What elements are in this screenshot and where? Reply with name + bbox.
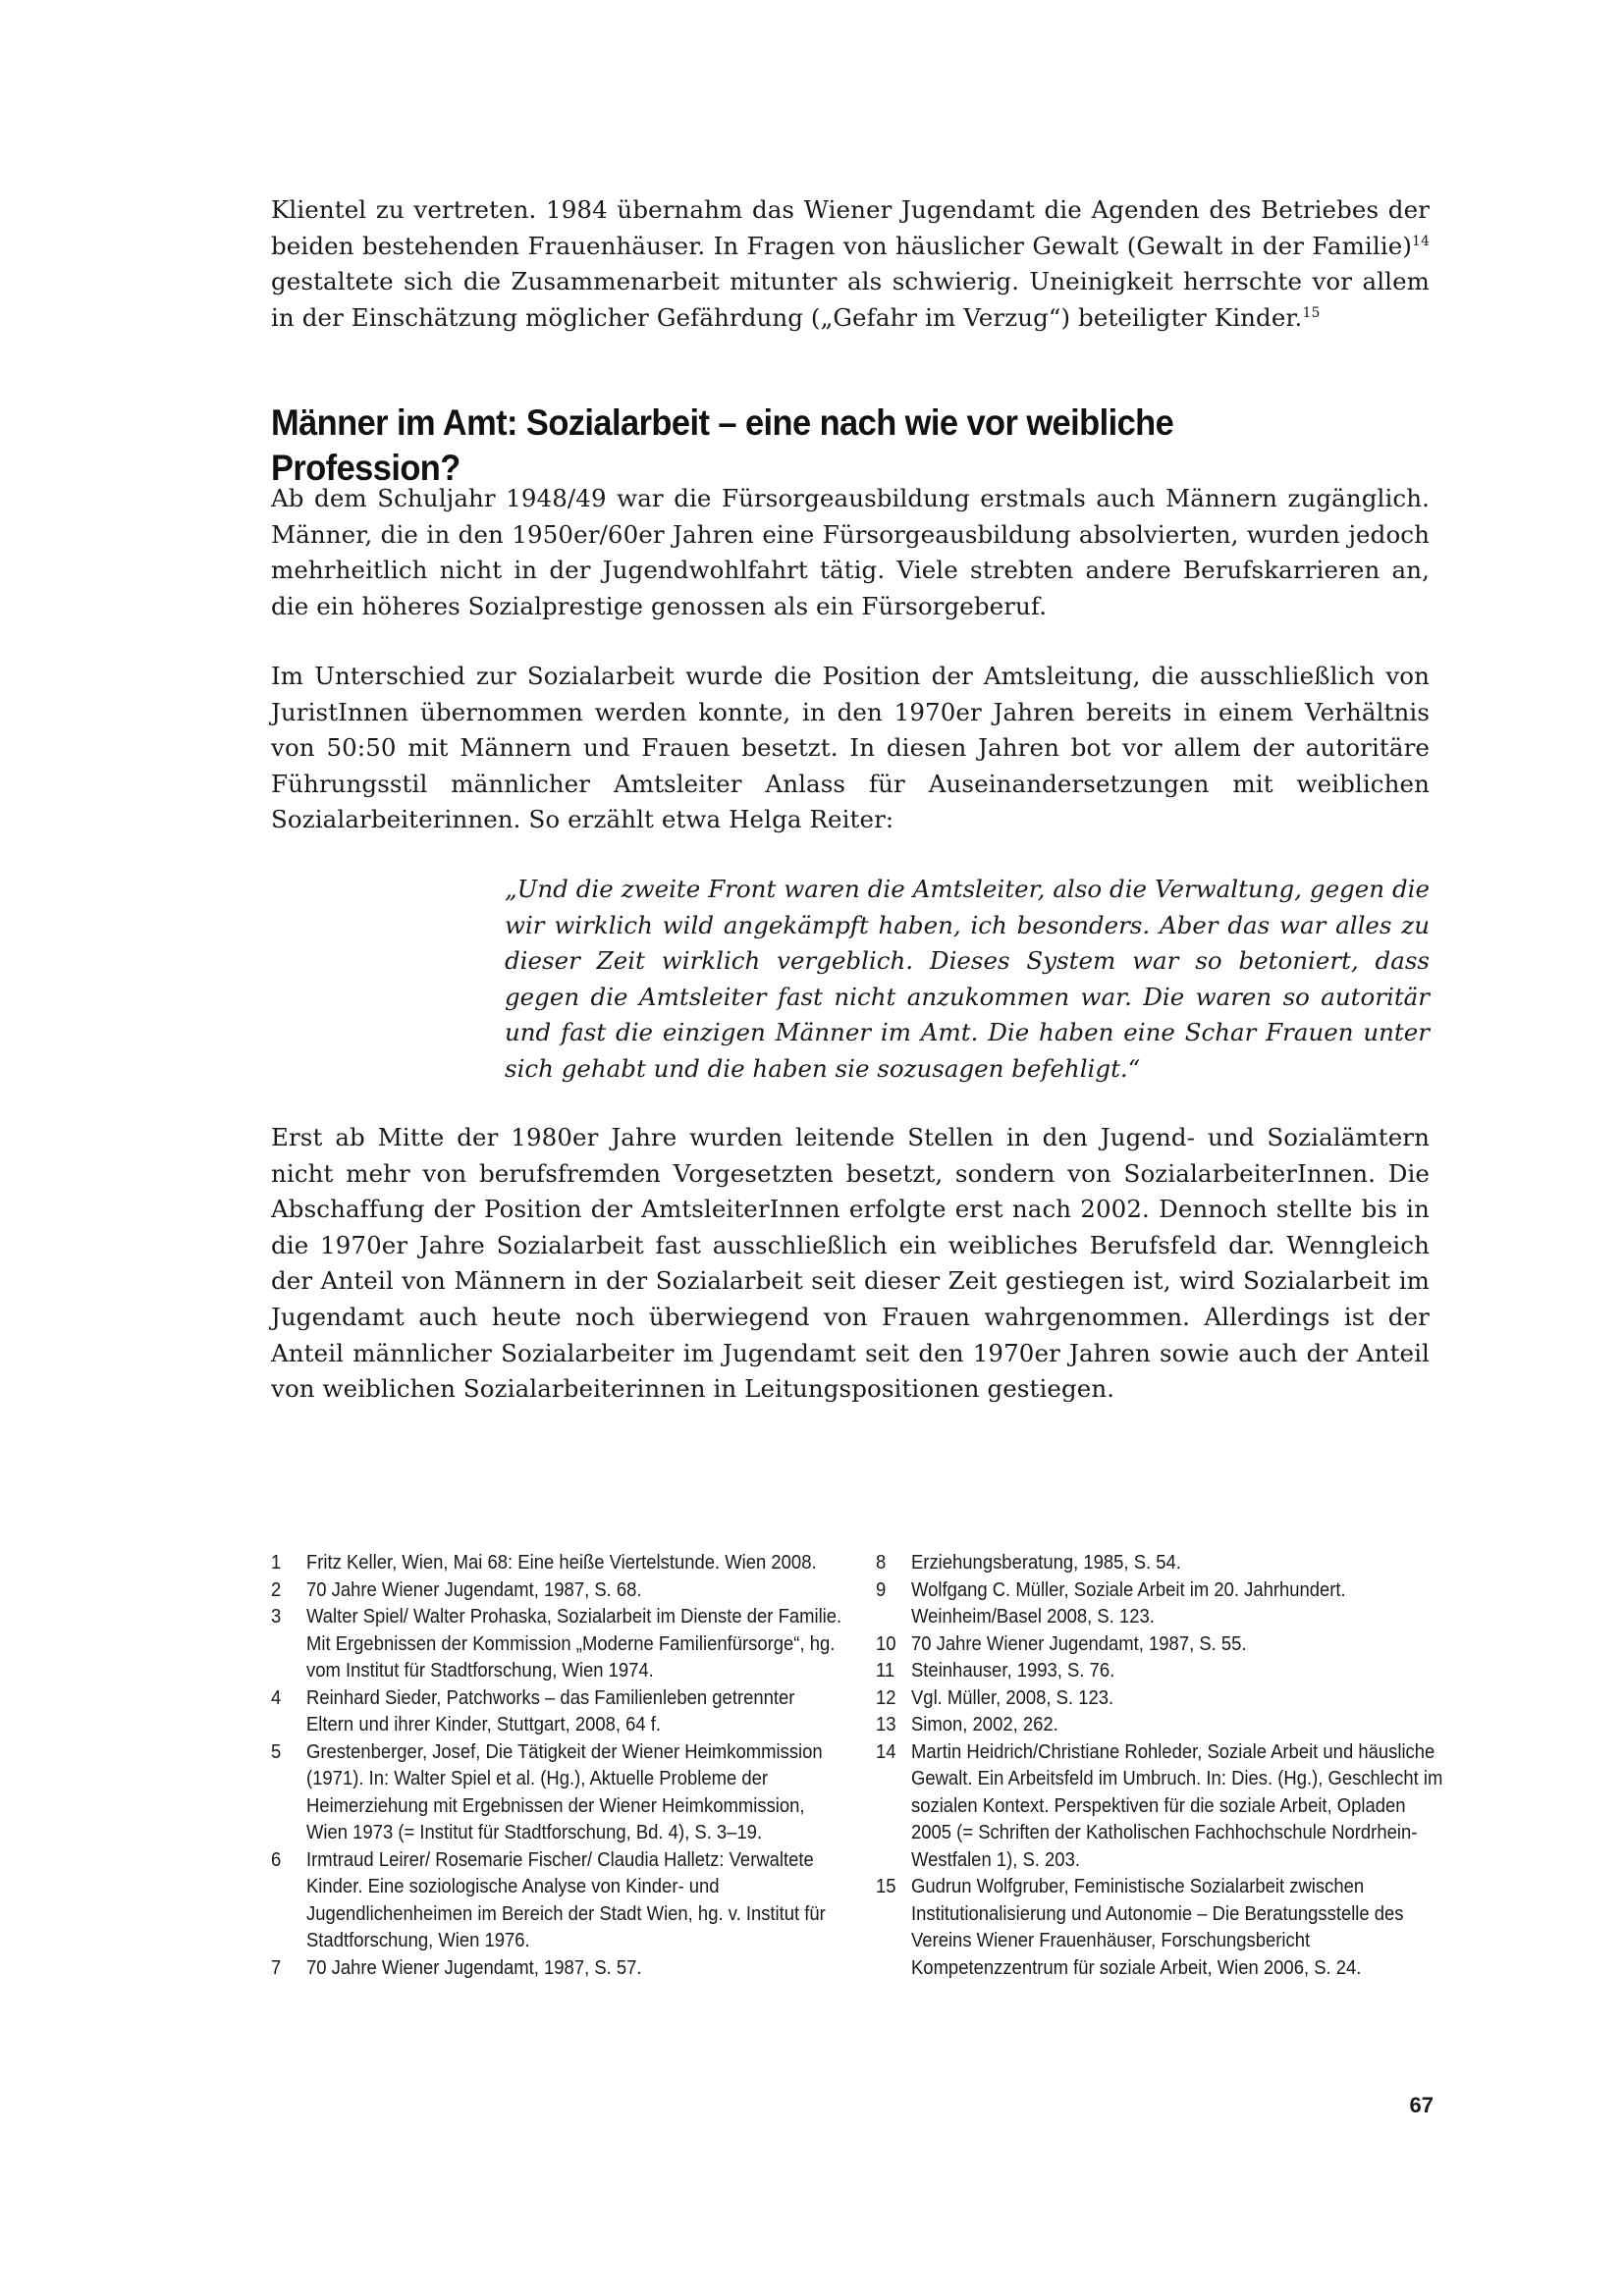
footnote-item <box>876 1657 1450 1684</box>
footnote-number: 4 <box>271 1685 282 1709</box>
footnote-number: 10 <box>876 1631 896 1655</box>
footnote-number: 3 <box>271 1605 282 1628</box>
section-heading: Männer im Amt: Sozialarbeit – eine nach wie vor weibliche Profession? <box>271 402 1174 488</box>
footnote-text: Gudrun Wolfgruber, Feministische Sozialarbeit zwischen Institutionalisierung und Autonomie – Die Beratungsstelle des Vereins Wiener Frauenhäuser, Forschungsbericht Kompetenzzentrum für soziale Arbeit, Wien 2006, S. 24. <box>911 1875 1404 1979</box>
footnote-text: Steinhauser, 1993, S. 76. <box>911 1659 1115 1682</box>
footnote-text: Fritz Keller, Wien, Mai 68: Eine heiße Viertelstunde. Wien 2008. <box>306 1551 817 1574</box>
footnote-number: 5 <box>271 1739 282 1763</box>
footnote-item <box>876 1630 1450 1658</box>
footnote-number: 12 <box>876 1685 896 1709</box>
intro-text-b: gestaltete sich die Zusammenarbeit mitunter als schwierig. Uneinigkeit herrschte vor allem in der Einschätzung möglicher Gefährdung („Gefahr im Verzug“) beteiligter Kinder. <box>271 267 1430 332</box>
footnote-ref-15[interactable]: 15 <box>1302 304 1321 321</box>
footnote-text: Wolfgang C. Müller, Soziale Arbeit im 20. Jahrhundert. Weinheim/Basel 2008, S. 123. <box>911 1577 1346 1628</box>
footnote-text: Simon, 2002, 262. <box>911 1713 1058 1735</box>
footnote-number: 1 <box>271 1551 282 1574</box>
footnote-text: Grestenberger, Josef, Die Tätigkeit der Wiener Heimkommission (1971). In: Walter Spiel et al. (Hg.), Aktuelle Probleme der Heimerziehung mit Ergebnissen der Wiener Heimkommission, Wien 1973 (= Institut für Stadtforschung, Bd. 4), S. 3–19. <box>306 1739 823 1843</box>
footnote-number: 14 <box>876 1739 896 1763</box>
footnote-text: Martin Heidrich/Christiane Rohleder, Soziale Arbeit und häusliche Gewalt. Ein Arbeitsfeld im Umbruch. In: Dies. (Hg.), Geschlecht im sozialen Kontext. Perspektiven für die soziale Arbeit, Opladen 2005 (= Schriften der Katholischen Fachhochschule Nordrhein-Westfalen 1), S. 203. <box>911 1739 1443 1871</box>
footnote-item <box>271 1846 845 1954</box>
footnote-text: Irmtraud Leirer/ Rosemarie Fischer/ Claudia Halletz: Verwaltete Kinder. Eine soziologische Analyse von Kinder- und Jugendlichenheimen im Bereich der Stadt Wien, hg. v. Institut für Stadtforschung, Wien 1976. <box>306 1847 826 1951</box>
footnote-item <box>876 1684 1450 1712</box>
footnote-item <box>271 1738 845 1846</box>
footnote-text: Vgl. Müller, 2008, S. 123. <box>911 1685 1114 1709</box>
body-paragraph-3: Erst ab Mitte der 1980er Jahre wurden leitende Stellen in den Jugend- und Sozialämtern nicht mehr von berufsfremden Vorgesetzten besetzt, sondern von SozialarbeiterInnen. Die Abschaffung der Position der AmtsleiterInnen erfolgte erst nach 2002. Dennoch stellte bis in die 1970er Jahre Sozialarbeit fast ausschließlich ein weibliches Berufsfeld dar. Wenngleich der Anteil von Männern in der Sozialarbeit seit dieser Zeit gestiegen ist, wird Sozialarbeit im Jugendamt auch heute noch überwiegend von Frauen wahrgenommen. Allerdings ist der Anteil männlicher Sozialarbeiter im Jugendamt seit den 1970er Jahren sowie auch der Anteil von weiblichen Sozialarbeiterinnen in Leitungspositionen gestiegen. <box>271 1123 1430 1404</box>
intro-text-a: Klientel zu vertreten. 1984 übernahm das Wiener Jugendamt die Agenden des Betriebes der beiden bestehenden Frauenhäuser. In Fragen von häuslicher Gewalt (Gewalt in der Familie) <box>271 195 1430 260</box>
footnote-text: 70 Jahre Wiener Jugendamt, 1987, S. 68. <box>306 1577 642 1601</box>
footnote-number: 2 <box>271 1577 282 1601</box>
page-number: 67 <box>1409 2093 1434 2117</box>
footnote-text: Reinhard Sieder, Patchworks – das Familienleben getrennter Eltern und ihrer Kinder, Stuttgart, 2008, 64 f. <box>306 1685 795 1735</box>
body-paragraph-2: Im Unterschied zur Sozialarbeit wurde die Position der Amtsleitung, die ausschließlich von JuristInnen übernommen werden konnte, in den 1970er Jahren bereits in einem Verhältnis von 50:50 mit Männern und Frauen besetzt. In diesen Jahren bot vor allem der autoritäre Führungsstil männlicher Amtsleiter Anlass für Auseinandersetzungen mit weiblichen Sozialarbeiterinnen. So erzählt etwa Helga Reiter: <box>271 662 1430 834</box>
footnote-number: 9 <box>876 1577 887 1601</box>
footnote-number: 13 <box>876 1713 896 1735</box>
footnotes-right-column <box>876 1549 1443 1981</box>
footnote-item <box>876 1738 1450 1874</box>
body-paragraph-1: Ab dem Schuljahr 1948/49 war die Fürsorgeausbildung erstmals auch Männern zugänglich. Männer, die in den 1950er/60er Jahren eine Fürsorgeausbildung absolvierten, wurden jedoch mehrheitlich nicht in der Jugendwohlfahrt tätig. Viele strebten andere Berufskarrieren an, die ein höheres Sozialprestige genossen als ein Fürsorgeberuf. <box>271 484 1430 620</box>
footnote-text: 70 Jahre Wiener Jugendamt, 1987, S. 55. <box>911 1631 1247 1655</box>
footnotes-left-column <box>271 1549 842 1981</box>
footnote-number: 7 <box>271 1955 282 1979</box>
footnote-number: 6 <box>271 1847 282 1871</box>
footnote-item <box>876 1576 1450 1630</box>
footnote-number: 11 <box>876 1659 895 1682</box>
footnote-item <box>271 1684 845 1738</box>
footnote-item <box>876 1711 1450 1738</box>
intro-paragraph <box>271 192 1430 336</box>
footnote-item <box>271 1603 845 1684</box>
footnote-number: 8 <box>876 1551 887 1574</box>
footnote-text: Erziehungsberatung, 1985, S. 54. <box>911 1551 1181 1574</box>
footnote-text: Walter Spiel/ Walter Prohaska, Sozialarbeit im Dienste der Familie. Mit Ergebnissen der Kommission „Moderne Familienfürsorge“, hg. vom Institut für Stadtforschung, Wien 1974. <box>306 1605 842 1682</box>
footnote-text: 70 Jahre Wiener Jugendamt, 1987, S. 57. <box>306 1955 642 1979</box>
footnote-ref-14[interactable]: 14 <box>1411 233 1430 249</box>
footnote-number: 15 <box>876 1875 896 1897</box>
footnote-item <box>876 1549 1450 1576</box>
footnote-item <box>876 1873 1450 1981</box>
block-quote: „Und die zweite Front waren die Amtsleiter, also die Verwaltung, gegen die wir wirklich wild angekämpft haben, ich besonders. Aber das war alles zu dieser Zeit wirklich vergeblich. Dieses System war so betoniert, dass gegen die Amtsleiter fast nicht anzukommen war. Die waren so autoritär und fast die einzigen Männer im Amt. Die haben eine Schar Frauen unter sich gehabt und die haben sie sozusagen befehligt.“ <box>505 875 1430 1083</box>
footnote-item <box>271 1549 845 1576</box>
footnote-item <box>271 1576 845 1604</box>
footnote-item <box>271 1954 845 1982</box>
